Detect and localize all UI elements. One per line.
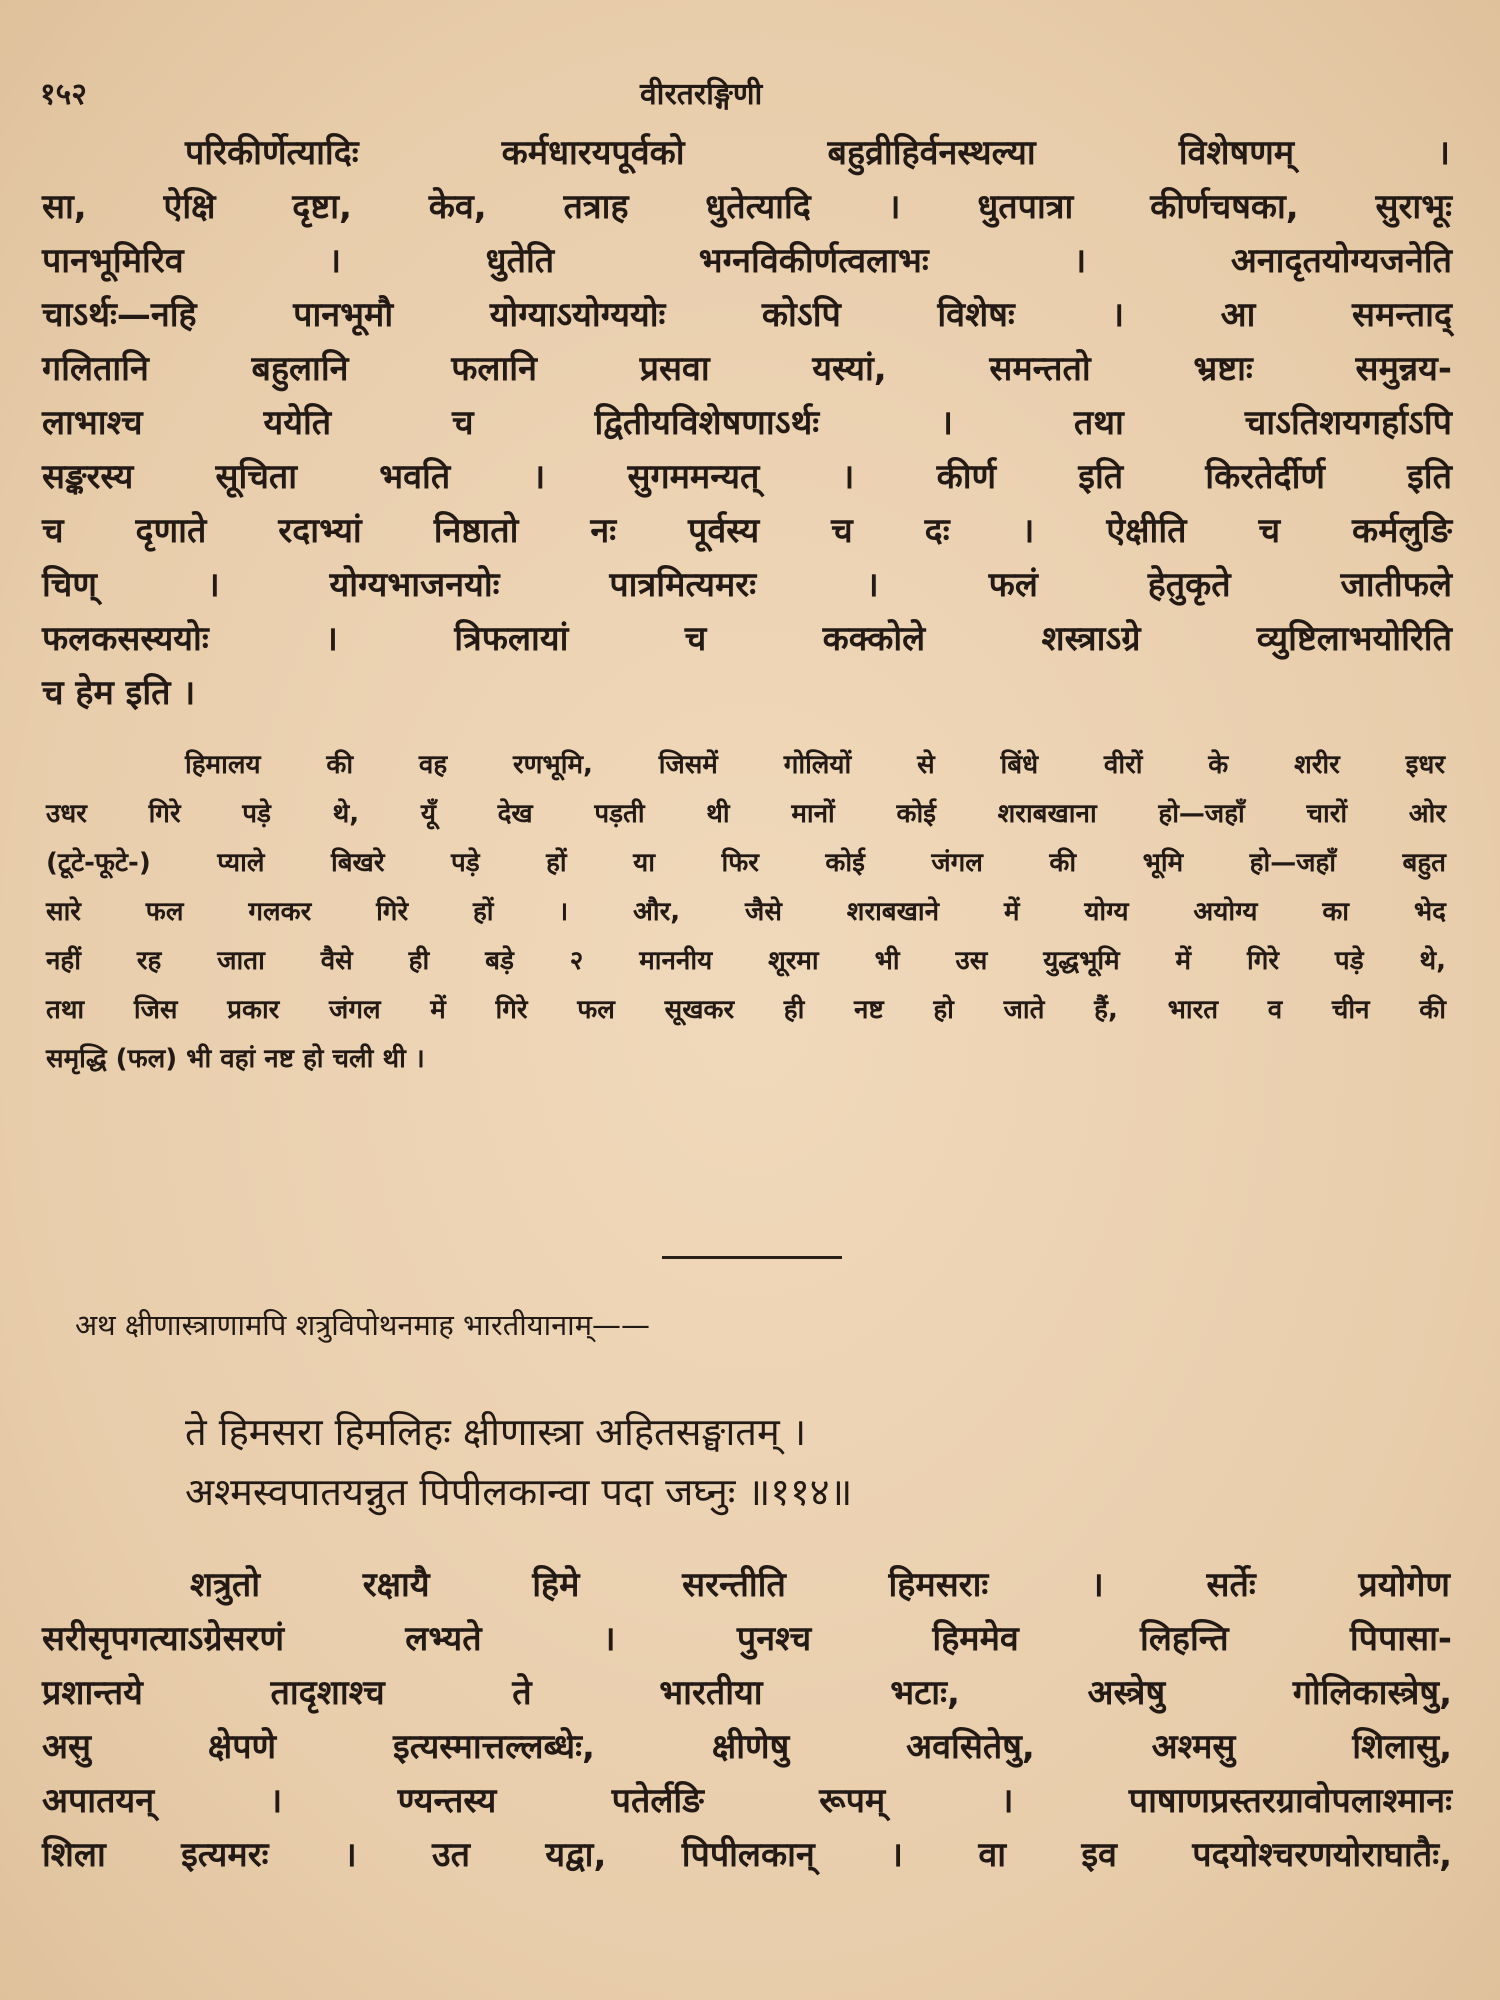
verse-line: अश्मस्वपातयन्नुत पिपीलकान्वा पदा जघ्नुः ॥११४॥ (185, 1470, 853, 1514)
text-line: सरीसृपगत्याऽग्रेसरणं लभ्यते । पुनश्च हिममेव लिहन्ति पिपासा- (42, 1619, 1452, 1659)
text-line: च दृणाते रदाभ्यां निष्ठातो नः पूर्वस्य च दः । ऐक्षीति च कर्मलुङि (42, 511, 1452, 551)
text-line: सङ्करस्य सूचिता भवति । सुगममन्यत् । कीर्ण इति किरतेर्दीर्ण इति (42, 457, 1452, 497)
text-line: परिकीर्णेत्यादिः कर्मधारयपूर्वको बहुव्रीहिर्वनस्थल्या विशेषणम् । (185, 133, 1450, 173)
text-line: प्रशान्तये तादृशाश्च ते भारतीया भटाः, अस्त्रेषु गोलिकास्त्रेषु, (42, 1673, 1452, 1713)
text-line: समृद्धि (फल) भी वहां नष्ट हो चली थी । (46, 1044, 425, 1074)
text-line: फलकसस्ययोः । त्रिफलायां च कक्कोले शस्त्राऽग्रे व्युष्टिलाभयोरिति (42, 619, 1452, 659)
text-line: गलितानि बहुलानि फलानि प्रसवा यस्यां, समन्ततो भ्रष्टाः समुन्नय- (42, 349, 1452, 389)
verse-line: ते हिमसरा हिमलिहः क्षीणास्त्रा अहितसङ्घातम् । (185, 1410, 807, 1454)
text-line: उधर गिरे पड़े थे, यूँ देख पड़ती थी मानों कोई शराबखाना हो—जहाँ चारों ओर (46, 799, 1446, 829)
text-line: शिला इत्यमरः । उत यद्वा, पिपीलकान् । वा इव पदयोश्चरणयोराघातैः, (42, 1835, 1452, 1875)
text-line: नहीं रह जाता वैसे ही बड़े २ माननीय शूरमा भी उस युद्धभूमि में गिरे पड़े थे, (46, 946, 1446, 976)
text-line: च हेम इति । (42, 673, 196, 713)
text-line: चिण् । योग्यभाजनयोः पात्रमित्यमरः । फलं हेतुकृते जातीफले (42, 565, 1452, 605)
verse-introduction: अथ क्षीणास्त्राणामपि शत्रुविपोथनमाह भारतीयानाम्—— (75, 1308, 651, 1342)
running-title: वीरतरङ्गिणी (640, 77, 763, 112)
text-line: असु क्षेपणे इत्यस्मात्तल्लब्धेः, क्षीणेषु अवसितेषु, अश्मसु शिलासु, (42, 1727, 1452, 1767)
text-line: सा, ऐक्षि दृष्टा, केव, तत्राह धुतेत्यादि । धुतपात्रा कीर्णचषका, सुराभूः (42, 187, 1452, 227)
text-line: अपातयन् । ण्यन्तस्य पतेर्लङि रूपम् । पाषाणप्रस्तरग्रावोपलाश्मानः (42, 1781, 1452, 1821)
text-line: चाऽर्थः—नहि पानभूमौ योग्याऽयोग्ययोः कोऽपि विशेषः । आ समन्ताद् (42, 295, 1452, 335)
text-line: सारे फल गलकर गिरे हों । और, जैसे शराबखाने में योग्य अयोग्य का भेद (46, 897, 1446, 927)
text-line: लाभाश्च ययेति च द्वितीयविशेषणाऽर्थः । तथा चाऽतिशयगर्हाऽपि (42, 403, 1452, 443)
text-line: पानभूमिरिव । धुतेति भग्नविकीर्णत्वलाभः । अनादृतयोग्यजनेति (42, 241, 1452, 281)
text-line: शत्रुतो रक्षायै हिमे सरन्तीति हिमसराः । सर्तेः प्रयोगेण (190, 1565, 1450, 1605)
text-line: (टूटे-फूटे-) प्याले बिखरे पड़े हों या फिर कोई जंगल की भूमि हो—जहाँ बहुत (46, 848, 1446, 878)
page-number: १५२ (40, 77, 87, 112)
section-divider (662, 1256, 842, 1259)
text-line: हिमालय की वह रणभूमि, जिसमें गोलियों से बिंधे वीरों के शरीर इधर (185, 750, 1445, 780)
text-line: तथा जिस प्रकार जंगल में गिरे फल सूखकर ही नष्ट हो जाते हैं, भारत व चीन की (46, 995, 1446, 1025)
